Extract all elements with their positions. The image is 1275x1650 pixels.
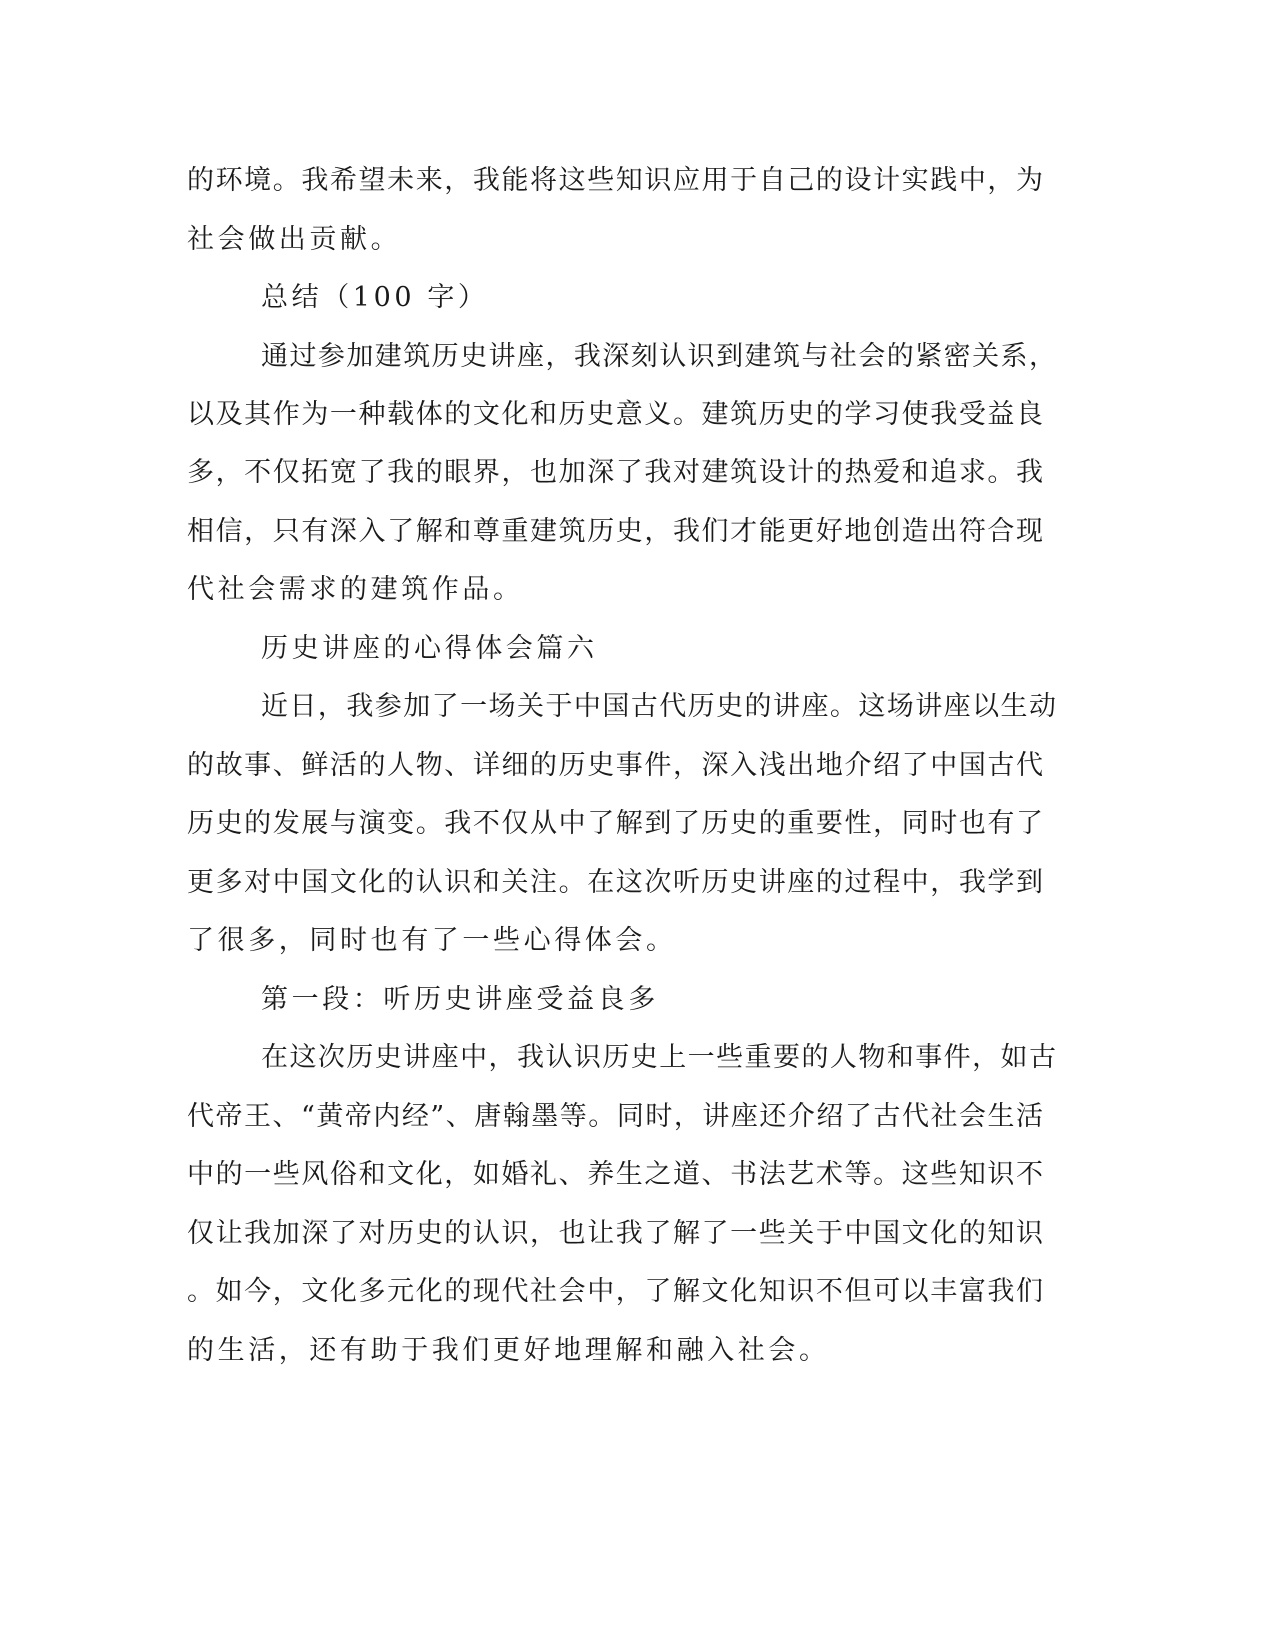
text-line: 历史的发展与演变。我不仅从中了解到了历史的重要性，同时也有了: [187, 808, 1043, 839]
text-line: 了很多，同时也有了一些心得体会。: [187, 925, 677, 956]
text-line: 仅让我加深了对历史的认识，也让我了解了一些关于中国文化的知识: [187, 1218, 1043, 1249]
text-line: 在这次历史讲座中，我认识历史上一些重要的人物和事件，如古: [261, 1042, 1056, 1073]
section-heading: 第一段：听历史讲座受益良多: [261, 984, 659, 1015]
text-line: 的环境。我希望未来，我能将这些知识应用于自己的设计实践中，为: [187, 165, 1043, 196]
text-line: 近日，我参加了一场关于中国古代历史的讲座。这场讲座以生动: [261, 691, 1056, 722]
text-line: 更多对中国文化的认识和关注。在这次听历史讲座的过程中，我学到: [187, 867, 1043, 898]
text-line: 的故事、鲜活的人物、详细的历史事件，深入浅出地介绍了中国古代: [187, 750, 1043, 781]
text-line: 通过参加建筑历史讲座，我深刻认识到建筑与社会的紧密关系，: [261, 341, 1056, 372]
text-line: 以及其作为一种载体的文化和历史意义。建筑历史的学习使我受益良: [187, 399, 1043, 430]
text-line: 相信，只有深入了解和尊重建筑历史，我们才能更好地创造出符合现: [187, 516, 1043, 547]
text-line: 多，不仅拓宽了我的眼界，也加深了我对建筑设计的热爱和追求。我: [187, 457, 1043, 488]
text-line: 代帝王、“黄帝内经”、唐翰墨等。同时，讲座还介绍了古代社会生活: [187, 1101, 1043, 1132]
text-line: 代社会需求的建筑作品。: [187, 574, 524, 605]
text-line: 社会做出贡献。: [187, 224, 402, 255]
section-heading: 总结（100 字）: [261, 282, 489, 313]
text-line: 。如今，文化多元化的现代社会中，了解文化知识不但可以丰富我们: [187, 1276, 1043, 1307]
text-line: 中的一些风俗和文化，如婚礼、养生之道、书法艺术等。这些知识不: [187, 1159, 1043, 1190]
section-heading: 历史讲座的心得体会篇六: [261, 633, 598, 664]
text-line: 的生活，还有助于我们更好地理解和融入社会。: [187, 1335, 830, 1366]
